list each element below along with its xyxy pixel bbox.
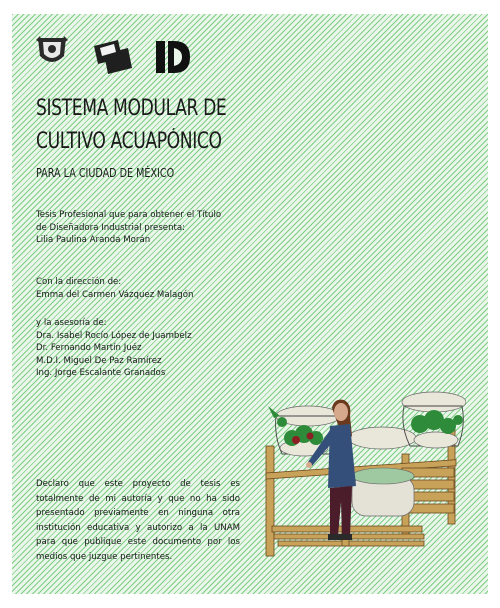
arquitectura-logo-icon [92, 36, 134, 76]
thesis-intro-line: de Diseñadora Industrial presenta: [36, 222, 186, 233]
advisor-name: Dr. Fernando Martín Juéz [36, 343, 142, 354]
advisor-name: Ing. Jorge Escalante Granados [36, 368, 166, 379]
title-line-1: SISTEMA MODULAR DE [36, 96, 227, 121]
title-line-2: CULTIVO ACUAPÓNICO [36, 129, 222, 154]
advisor-name: Dra. Isabel Rocío López de Juambelz [36, 330, 192, 341]
aquaponic-system-illustration [252, 376, 466, 566]
direction-block [36, 276, 193, 301]
cidi-logo-icon [154, 39, 192, 75]
author-name: Lilia Paulina Aranda Morán [36, 235, 151, 246]
direction-label: Con la dirección de: [36, 277, 122, 287]
thesis-intro-block [36, 209, 221, 247]
advisor-name: M.D.I. Miguel De Paz Ramírez [36, 355, 162, 366]
thesis-cover-page [12, 14, 488, 594]
advisory-block [36, 317, 192, 380]
thesis-intro-line: Tesis Profesional que para obtener el Título [36, 210, 222, 220]
subtitle: PARA LA CIUDAD DE MÉXICO [36, 166, 175, 180]
declaration-paragraph: Declaro que este proyecto de tesis es totalmente de mi autoría y que no ha sido presentado previamente en ninguna otra institución educativa y autorizo a la UNAM para que publique este documento por los medios que juzgue pertinentes. [36, 479, 240, 562]
unam-crest-icon [34, 34, 70, 68]
director-name: Emma del Carmen Vázquez Malagón [36, 289, 194, 300]
advisory-label: y la asesoría de: [36, 318, 107, 328]
